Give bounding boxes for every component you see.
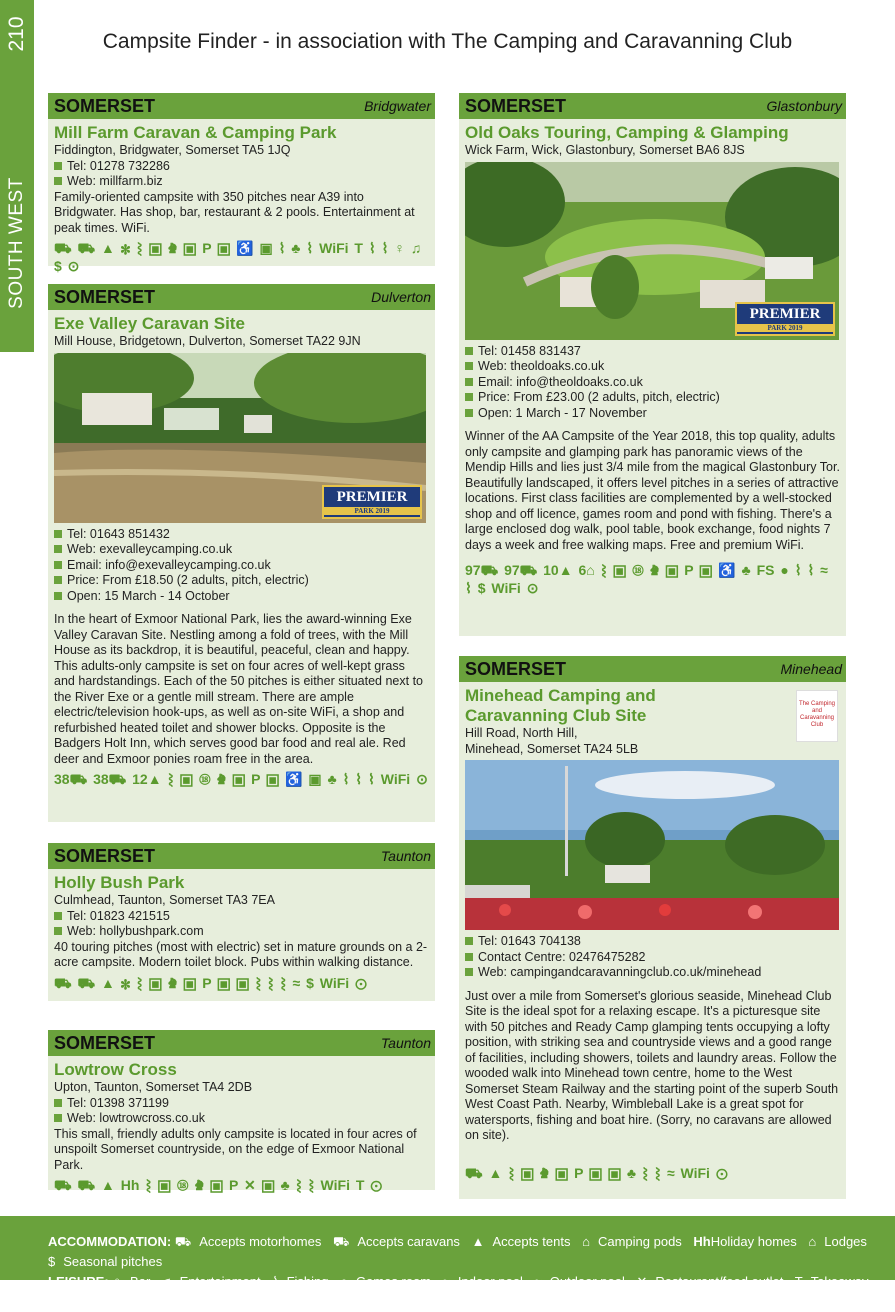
page-number: 210 <box>5 16 28 52</box>
card-holly-bush <box>48 843 435 1001</box>
facility-icons: 38⛟ 38⛟ 12▲ ⌇ ▣ ⑱ ♞ ▣ P ▣ ♿ ▣ ♣ ⌇ ⌇ ⌇ WiFi ⊙ <box>54 771 428 787</box>
site-name: Old Oaks Touring, Camping & Glamping <box>465 123 789 142</box>
bar-icon: ♀ <box>112 1274 123 1289</box>
site-name: Mill Farm Caravan & Camping Park <box>54 123 337 142</box>
town-label: Bridgwater <box>364 98 431 114</box>
outdoor-pool-icon: ≈ <box>534 1274 542 1289</box>
card-header <box>459 93 846 119</box>
description: This small, friendly adults only campsite is located in four acres of unspoilt Somerset countryside, on the edge of Exmoor National Park. <box>54 1126 417 1172</box>
price: Price: From £23.00 (2 adults, pitch, electric) <box>465 390 840 406</box>
card-header <box>48 93 435 119</box>
site-name: Holly Bush Park <box>54 873 185 892</box>
web-link[interactable]: Web: hollybushpark.com <box>54 924 429 940</box>
county-label: SOMERSET <box>54 845 156 866</box>
site-address-line2: Minehead, Somerset TA24 5LB <box>465 741 639 756</box>
key-item: Camping pods <box>597 1234 682 1249</box>
premier-park-badge: PREMIER PARK 2019 <box>322 485 422 519</box>
card-header <box>48 284 435 310</box>
card-header <box>459 656 846 682</box>
web-link[interactable]: Web: millfarm.biz <box>54 174 429 190</box>
site-photo <box>465 162 839 340</box>
site-name: Minehead Camping and Caravanning Club Site <box>465 686 656 725</box>
indoor-pool-icon: ≈ <box>442 1274 450 1289</box>
facility-icons: 97⛟ 97⛟ 10▲ 6⌂ ⌇ ▣ ⑱ ♞ ▣ P ▣ ♿ ♣ FS ● ⌇ ⌇ ≈ ⌇ $ WiFi ⊙ <box>465 562 828 596</box>
site-name: Lowtrow Cross <box>54 1060 177 1079</box>
opening-dates: Open: 15 March - 14 October <box>54 589 429 605</box>
facility-icons: ⛟ ⛟ ▲ Hh ⌇ ▣ ⑱ ♞ ▣ P ✕ ▣ ♣ ⌇ ⌇ WiFi T ⊙ <box>54 1177 383 1193</box>
club-logo: The Camping and Caravanning Club <box>796 690 838 742</box>
site-address: Fiddington, Bridgwater, Somerset TA5 1JQ <box>54 143 291 157</box>
takeaway-icon: T <box>794 1274 803 1289</box>
county-label: SOMERSET <box>465 95 567 116</box>
tent-icon: ▲ <box>471 1234 485 1249</box>
lodge-icon: ⌂ <box>808 1234 817 1249</box>
facility-icons: ⛟ ⛟ ▲ ✽ ⌇ ▣ ♞ ▣ P ▣ ▣ ⌇ ⌇ ⌇ ≈ $ WiFi ⊙ <box>54 974 368 991</box>
seaside-photo <box>465 760 839 930</box>
key-item: Accepts motorhomes <box>199 1234 322 1249</box>
key-item: Takeaway <box>810 1274 869 1289</box>
town-label: Glastonbury <box>766 98 842 114</box>
site-address: Mill House, Bridgetown, Dulverton, Somerset TA22 9JN <box>54 334 361 348</box>
email-link[interactable]: Email: info@exevalleycamping.co.uk <box>54 558 429 574</box>
fishing-icon: ⌇ <box>272 1274 279 1289</box>
leisure-key <box>48 1272 895 1312</box>
county-label: SOMERSET <box>54 95 156 116</box>
contact-centre: Contact Centre: 02476475282 <box>465 950 840 966</box>
key-item: Lodges <box>824 1234 867 1249</box>
town-label: Minehead <box>780 661 842 677</box>
accommodation-label: ACCOMMODATION: <box>48 1234 172 1249</box>
key-item: Indoor pool <box>457 1274 523 1289</box>
card-old-oaks <box>459 93 846 636</box>
pod-icon: ⌂ <box>582 1234 590 1249</box>
region-label: SOUTH WEST <box>6 177 27 309</box>
key-item: Outdoor pool <box>549 1274 625 1289</box>
web-link[interactable]: Web: lowtrowcross.co.uk <box>54 1111 429 1127</box>
restaurant-icon: ✕ <box>636 1274 648 1289</box>
description: Just over a mile from Somerset's glorious seaside, Minehead Club Site is the ideal spot for a relaxing escape. It's a picturesque site with 50 pitches and Ready Camp glamping tents occupying a lofty position, with striking sea and countryside views and a good range of facilities, including showers, toilets and laundry areas. Follow the wooded walk into Minehead town centre, home to the West Somerset Steam Railway and the starting point of the superb South West Coast Path. Nearby, Wimbleball Lake is a great spot for watersports, fishing and boat hire. (Sorry, no caravans are allowed on site). <box>465 988 839 1142</box>
page-title: Campsite Finder - in association with The Camping and Caravanning Club <box>102 30 793 53</box>
county-label: SOMERSET <box>465 658 567 679</box>
key-item: Seasonal pitches <box>63 1254 163 1269</box>
card-header <box>48 1030 435 1056</box>
key-item: Accepts tents <box>492 1234 571 1249</box>
county-label: SOMERSET <box>54 1032 156 1053</box>
description: Family-oriented campsite with 350 pitches near A39 into Bridgwater. Has shop, bar, restaurant & 2 pools. Entertainment at peak times. WiFi. <box>54 189 415 235</box>
site-address: Culmhead, Taunton, Somerset TA3 7EA <box>54 893 275 907</box>
key-item: Games room <box>355 1274 432 1289</box>
card-mill-farm <box>48 93 435 274</box>
web-link[interactable]: Web: exevalleycamping.co.uk <box>54 542 429 558</box>
facility-icons: ⛟ ▲ ⌇ ▣ ♞ ▣ P ▣ ▣ ♣ ⌇ ⌇ ≈ WiFi ⊙ <box>465 1164 728 1181</box>
key-item: Accepts caravans <box>357 1234 460 1249</box>
seasonal-icon: $ <box>48 1254 56 1269</box>
card-exe-valley <box>48 284 435 822</box>
tel: Tel: 01643 851432 <box>54 527 429 543</box>
card-header <box>48 843 435 869</box>
description: In the heart of Exmoor National Park, lies the award-winning Exe Valley Caravan Site. Nestling among a fold of trees, with the Mill House as its backdrop, it is beautiful, peaceful, clean and happy. This adults-only campsite is set on four acres of well-kept grass and hardstandings. Each of the 50 pitches is either situated next to the River Exe or a gentle mill stream. There are ample electric/television hook-ups, as well as on-site WiFi, a shop and refurbished heated toilet and shower blocks. Opposite is the Badgers Holt Inn, which serves good bar food and real ale. Red deer and Exmoor ponies roam free in the area. <box>54 612 423 766</box>
site-photo <box>54 353 426 523</box>
icon-key-footer <box>0 1216 895 1309</box>
site-photo <box>465 760 839 930</box>
key-item: Entertainment <box>179 1274 261 1289</box>
games-icon: ● <box>340 1274 348 1289</box>
email-link[interactable]: Email: info@theoldoaks.co.uk <box>465 375 840 391</box>
tel: Tel: 01398 371199 <box>54 1096 429 1112</box>
site-name: Exe Valley Caravan Site <box>54 314 245 333</box>
accommodation-key <box>48 1232 895 1272</box>
tel: Tel: 01643 704138 <box>465 934 840 950</box>
caravan-icon: ⛟ <box>332 1234 350 1249</box>
key-item: Fishing <box>286 1274 329 1289</box>
county-label: SOMERSET <box>54 286 156 307</box>
motorhome-icon: ⛟ <box>174 1234 192 1249</box>
card-lowtrow-cross <box>48 1030 435 1193</box>
tel: Tel: 01458 831437 <box>465 344 840 360</box>
key-item: Holiday homes <box>710 1234 797 1249</box>
site-address: Wick Farm, Wick, Glastonbury, Somerset BA6 8JS <box>465 143 745 157</box>
web-link[interactable]: Web: theoldoaks.co.uk <box>465 359 840 375</box>
key-item: Restaurant/food outlet <box>655 1274 784 1289</box>
music-icon: ♫ <box>161 1274 172 1289</box>
site-address-line1: Hill Road, North Hill, <box>465 726 578 740</box>
leisure-label: LEISURE: <box>48 1274 109 1289</box>
key-item: Bar <box>130 1274 151 1289</box>
facility-icons: ⛟ ⛟ ▲ ✽ ⌇ ▣ ♞ ▣ P ▣ ♿ ▣ ⌇ ♣ ⌇ WiFi T ⌇ ⌇ ♀ ♫ $ ⊙ <box>54 240 422 274</box>
card-minehead <box>459 656 846 1199</box>
premier-park-badge: PREMIER PARK 2019 <box>735 302 835 336</box>
opening-dates: Open: 1 March - 17 November <box>465 406 840 422</box>
web-link[interactable]: Web: campingandcaravanningclub.co.uk/minehead <box>465 965 840 981</box>
site-address: Upton, Taunton, Somerset TA4 2DB <box>54 1080 253 1094</box>
town-label: Dulverton <box>371 289 431 305</box>
tel: Tel: 01823 421515 <box>54 909 429 925</box>
description: 40 touring pitches (most with electric) set in mature grounds on a 2-acre campsite. Modern toilet block. Pubs within walking distance. <box>54 939 428 969</box>
wifi-icon: WiFi <box>48 1294 76 1309</box>
holiday-home-icon: Hh <box>693 1234 711 1249</box>
description: Winner of the AA Campsite of the Year 2018, this top quality, adults only campsite and glamping park has panoramic views of the Mendip Hills and lies just 3/4 mile from the magical Glastonbury Tor. Beautifully landscaped, it offers level pitches in a series of attractive locations. First class facilities are complemented by a well-stocked shop and off licence, games room and pond with fishing. There's a large enclosed dog walk, pool table, book exchange, food nights 7 days a week and free walking maps. Free and premium WiFi. <box>465 429 840 552</box>
tel: Tel: 01278 732286 <box>54 159 429 175</box>
price: Price: From £18.50 (2 adults, pitch, electric) <box>54 573 429 589</box>
town-label: Taunton <box>380 1035 431 1051</box>
town-label: Taunton <box>380 848 431 864</box>
key-item: WiFi available <box>75 1294 157 1309</box>
